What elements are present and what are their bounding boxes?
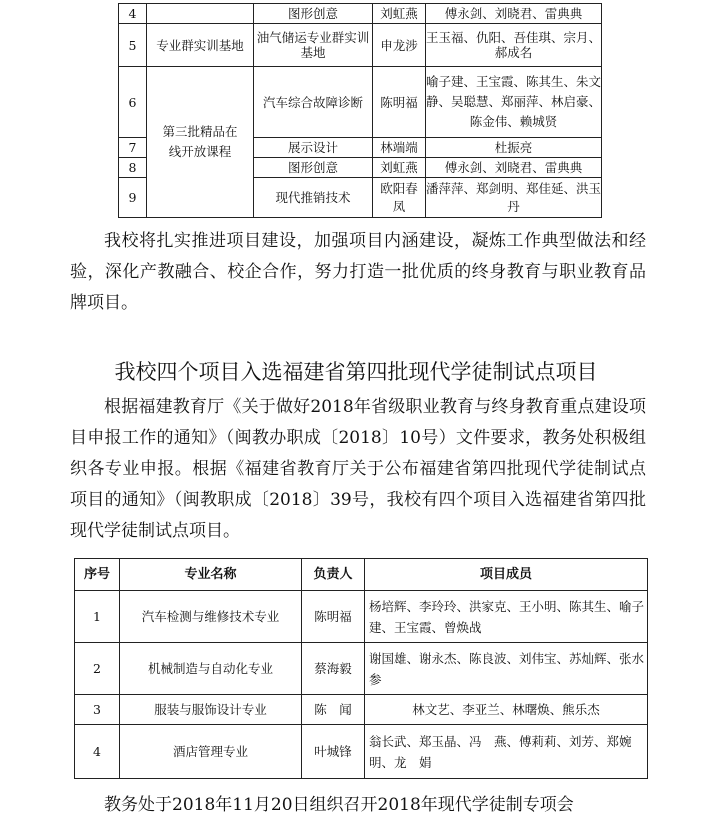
row-number: 4 [75,725,120,779]
category-cell [147,4,254,24]
members: 翁长武、郑玉晶、冯 燕、傅莉莉、刘芳、郑婉明、龙 娟 [365,725,648,779]
course-name: 图形创意 [254,4,373,24]
row-number: 3 [75,695,120,725]
course-name: 现代推销技术 [254,178,373,218]
members: 谢国雄、谢永杰、陈良波、刘伟宝、苏灿辉、张水参 [365,643,648,695]
category-cell: 第三批精品在线开放课程 [147,67,254,218]
table-row [75,695,648,725]
table-row [119,4,602,24]
members: 杨培辉、李玲玲、洪家克、王小明、陈其生、喻子建、王宝霞、曾焕战 [365,591,648,643]
course-name: 图形创意 [254,158,373,178]
table-header-row [75,559,648,591]
row-number: 5 [119,24,147,67]
leader: 欧阳春凤 [373,178,426,218]
leader: 陈明福 [373,67,426,138]
header-members: 项目成员 [365,559,648,591]
footer-paragraph: 教务处于2018年11月20日组织召开2018年现代学徒制专项会 [104,795,574,815]
header-no: 序号 [75,559,120,591]
body-paragraph: 根据福建教育厅《关于做好2018年省级职业教育与终身教育重点建设项目申报工作的通知》（闽教办职成〔2018〕10号）文件要求，教务处积极组织各专业申报。根据《福建省教育厅关于公布福建省第四批现代学徒制试点项目的通知》（闽教职成〔2018〕39号，我校有四个项目入选福建省第四批现代学徒制试点项目。 [70,397,646,541]
major-name: 酒店管理专业 [120,725,302,779]
table-row [75,725,648,779]
row-number: 7 [119,138,147,158]
members: 王玉福、仇阳、吾佳琪、宗月、郝成名 [426,24,602,67]
table-row [75,643,648,695]
category-cell: 专业群实训基地 [147,24,254,67]
table-row [119,67,602,138]
leader: 陈 闻 [302,695,365,725]
row-number: 2 [75,643,120,695]
major-name: 服装与服饰设计专业 [120,695,302,725]
apprenticeship-table [74,558,648,779]
course-table [118,3,602,218]
row-number: 4 [119,4,147,24]
row-number: 8 [119,158,147,178]
course-name: 展示设计 [254,138,373,158]
members: 林文艺、李亚兰、林曙焕、熊乐杰 [365,695,648,725]
members: 傅永剑、刘晓君、雷典典 [426,4,602,24]
course-name: 油气储运专业群实训基地 [254,24,373,67]
leader: 刘虹燕 [373,158,426,178]
leader: 刘虹燕 [373,4,426,24]
table-row [119,24,602,67]
row-number: 9 [119,178,147,218]
header-name: 专业名称 [120,559,302,591]
section-heading: 我校四个项目入选福建省第四批现代学徒制试点项目 [114,360,598,384]
major-name: 机械制造与自动化专业 [120,643,302,695]
major-name: 汽车检测与维修技术专业 [120,591,302,643]
header-leader: 负责人 [302,559,365,591]
row-number: 6 [119,67,147,138]
leader: 陈明福 [302,591,365,643]
leader: 申龙涉 [373,24,426,67]
row-number: 1 [75,591,120,643]
course-name: 汽车综合故障诊断 [254,67,373,138]
table-row [75,591,648,643]
members: 傅永剑、刘晓君、雷典典 [426,158,602,178]
members: 杜振亮 [426,138,602,158]
members: 潘萍萍、郑剑明、郑佳延、洪玉丹 [426,178,602,218]
leader: 林端端 [373,138,426,158]
leader: 蔡海毅 [302,643,365,695]
members: 喻子建、王宝霞、陈其生、朱文静、吴聪慧、郑丽萍、林启豪、陈金伟、赖城贤 [426,67,602,138]
summary-paragraph: 我校将扎实推进项目建设，加强项目内涵建设，凝炼工作典型做法和经验，深化产教融合、校企合作，努力打造一批优质的终身教育与职业教育品牌项目。 [70,231,646,313]
leader: 叶城锋 [302,725,365,779]
